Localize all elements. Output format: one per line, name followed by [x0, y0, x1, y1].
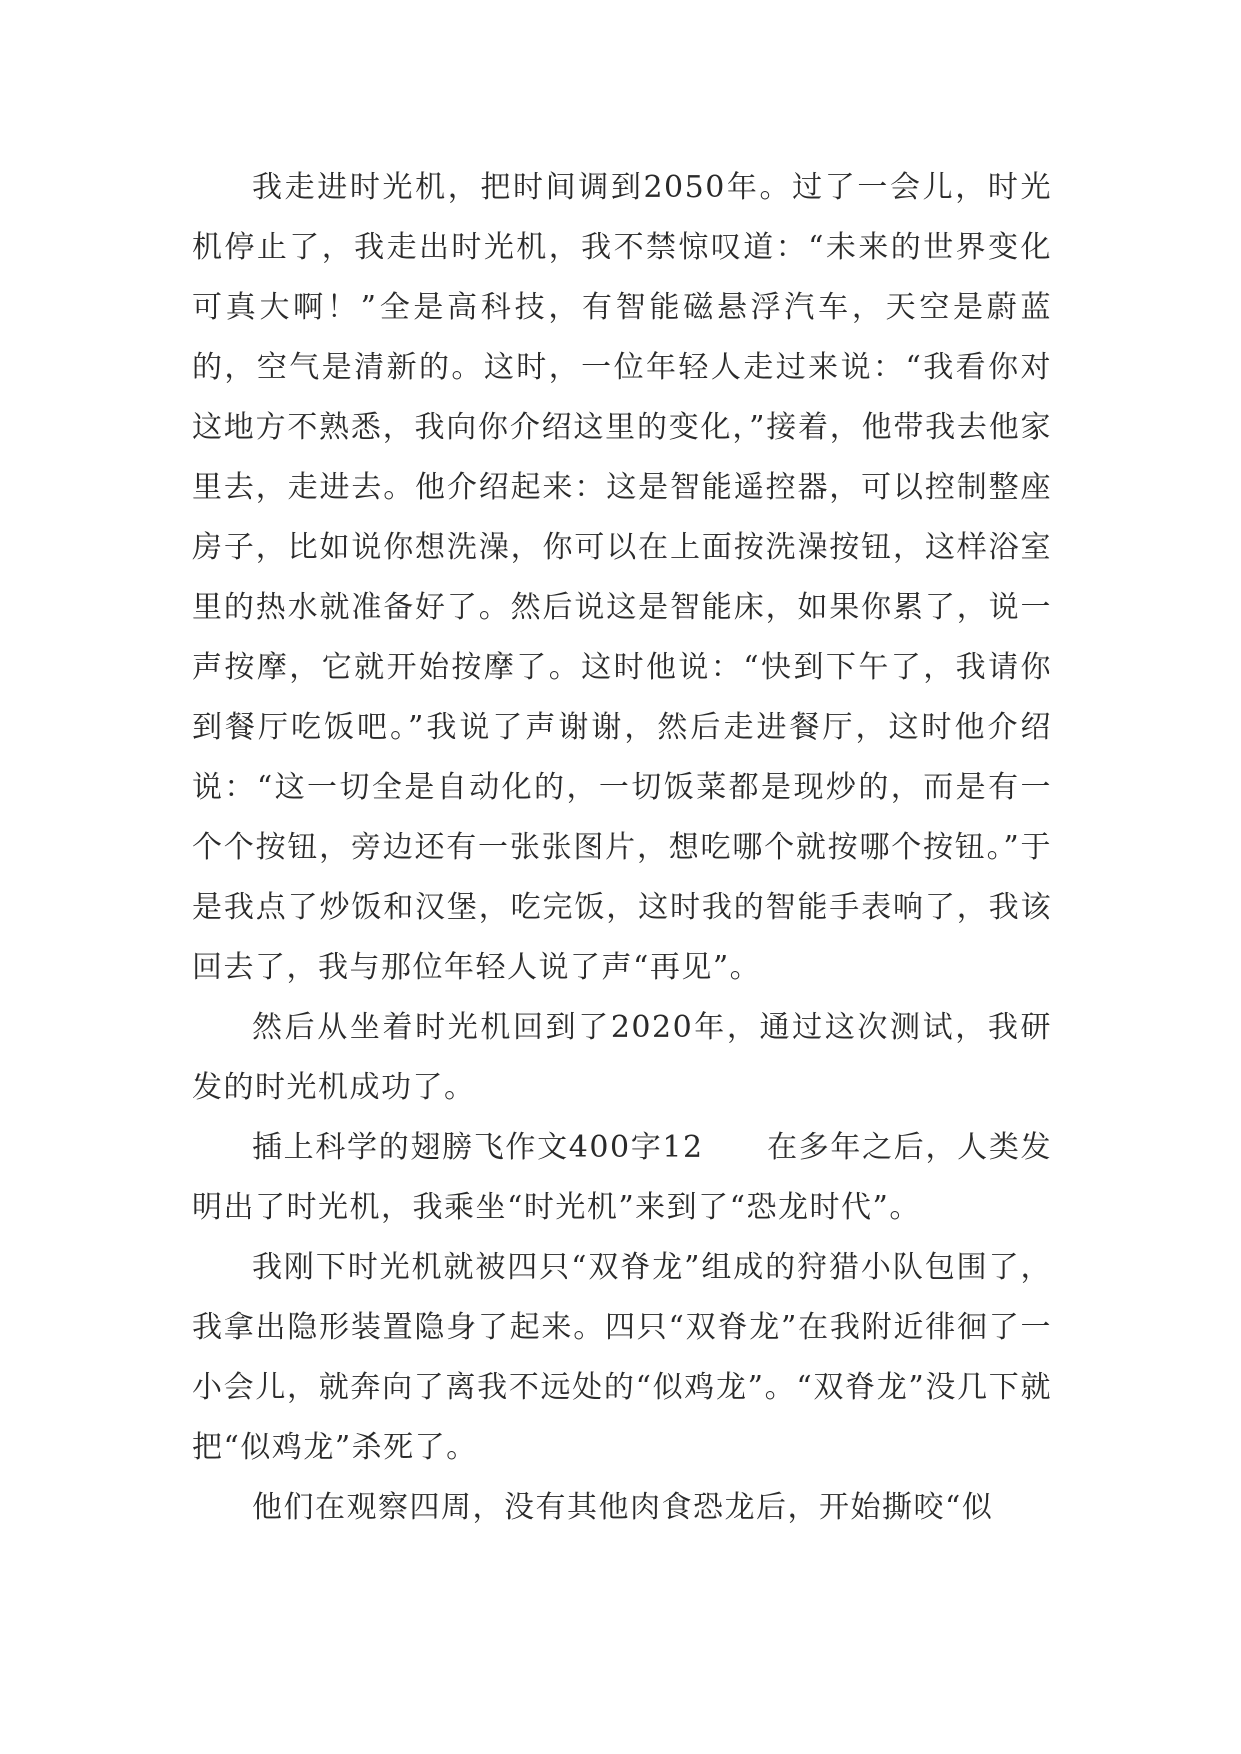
paragraph-4: 我刚下时光机就被四只“双脊龙”组成的狩猎小队包围了，我拿出隐形装置隐身了起来。四只“双脊龙”在我附近徘徊了一小会儿，就奔向了离我不远处的“似鸡龙”。“双脊龙”没几下就把“似鸡龙”杀死了。 — [192, 1250, 1052, 1465]
paragraph-1: 我走进时光机，把时间调到2050年。过了一会儿，时光机停止了，我走出时光机，我不禁惊叹道：“未来的世界变化可真大啊！”全是高科技，有智能磁悬浮汽车，天空是蔚蓝的，空气是清新的。这时，一位年轻人走过来说：“我看你对这地方不熟悉，我向你介绍这里的变化，”接着，他带我去他家里去，走进去。他介绍起来：这是智能遥控器，可以控制整座房子，比如说你想洗澡，你可以在上面按洗澡按钮，这样浴室里的热水就准备好了。然后说这是智能床，如果你累了，说一声按摩，它就开始按摩了。这时他说：“快到下午了，我请你到餐厅吃饭吧。”我说了声谢谢，然后走进餐厅，这时他介绍说：“这一切全是自动化的，一切饭菜都是现炒的，而是有一个个按钮，旁边还有一张张图片，想吃哪个就按哪个按钮。”于是我点了炒饭和汉堡，吃完饭，这时我的智能手表响了，我该回去了，我与那位年轻人说了声“再见”。 — [192, 170, 1052, 985]
paragraph-5: 他们在观察四周，没有其他肉食恐龙后，开始撕咬“似 — [252, 1490, 994, 1525]
paragraph-3: 插上科学的翅膀飞作文400字12 在多年之后，人类发明出了时光机，我乘坐“时光机”来到了“恐龙时代”。 — [192, 1130, 1052, 1225]
document-page — [192, 158, 1052, 1538]
paragraph-2: 然后从坐着时光机回到了2020年，通过这次测试，我研发的时光机成功了。 — [192, 1010, 1052, 1105]
